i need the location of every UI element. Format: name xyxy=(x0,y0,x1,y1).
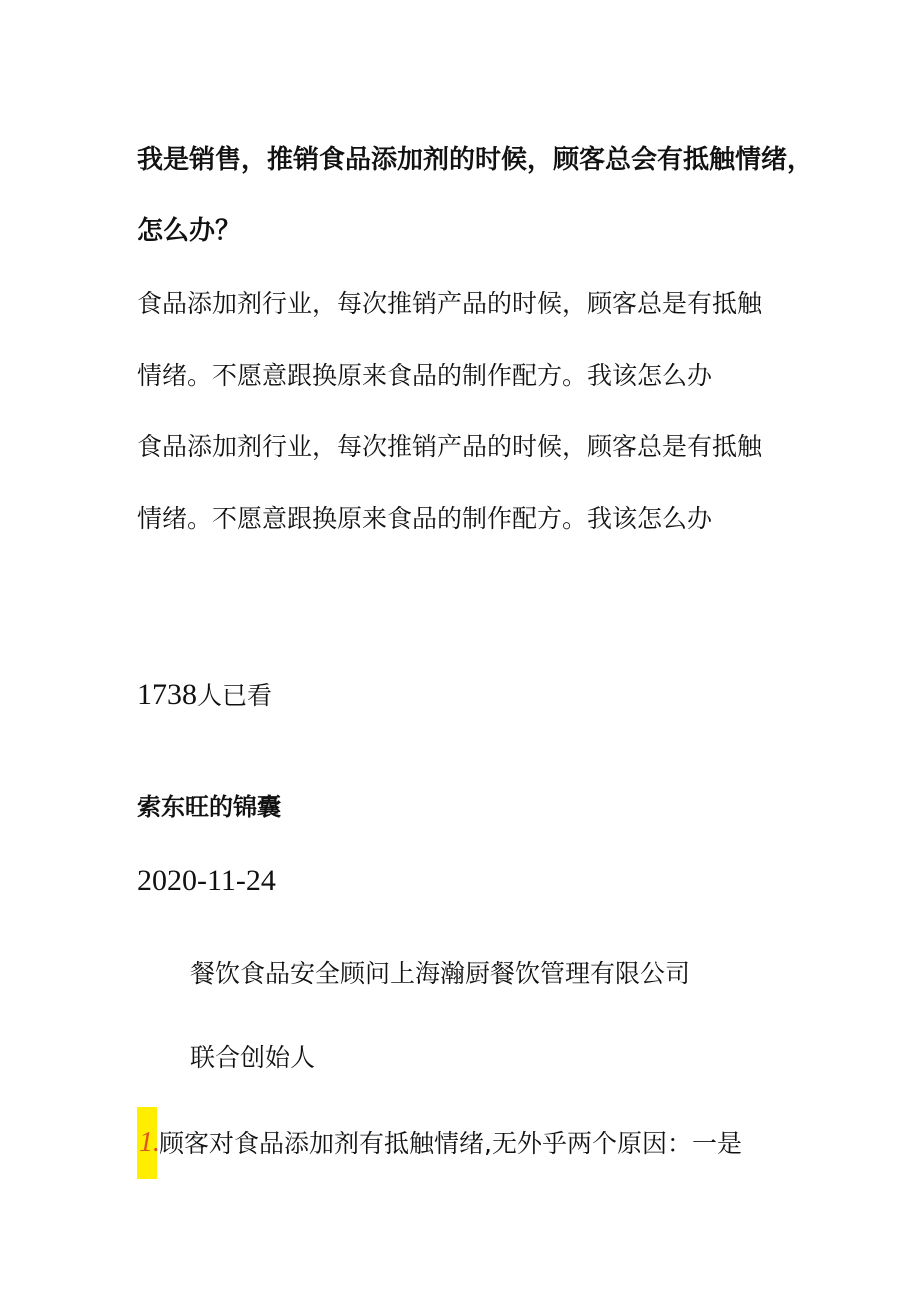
point-text: 顾客对食品添加剂有抵触情绪,无外乎两个原因：一是 xyxy=(159,1128,742,1158)
view-count-number: 1738 xyxy=(137,678,197,711)
highlight-marker xyxy=(137,1107,160,1179)
question-body-line: 情绪。不愿意跟换原来食品的制作配方。我该怎么办 xyxy=(137,504,713,533)
author-title-line-2: 联合创始人 xyxy=(190,1043,316,1072)
author-title-line-1: 餐饮食品安全顾问上海瀚厨餐饮管理有限公司 xyxy=(190,959,691,988)
answer-author: 索东旺的锦囊 xyxy=(137,793,281,821)
view-count xyxy=(137,680,272,710)
answer-point-1 xyxy=(137,1107,742,1179)
question-body-line: 情绪。不愿意跟换原来食品的制作配方。我该怎么办 xyxy=(137,361,713,390)
question-body-line: 食品添加剂行业，每次推销产品的时候，顾客总是有抵触 xyxy=(137,289,763,318)
question-body-line: 食品添加剂行业，每次推销产品的时候，顾客总是有抵触 xyxy=(137,432,763,461)
view-count-suffix: 人已看 xyxy=(197,681,273,710)
question-title-line-2: 怎么办？ xyxy=(137,216,242,246)
question-title-line-1: 我是销售，推销食品添加剂的时候，顾客总会有抵触情绪， xyxy=(137,145,814,175)
answer-date: 2020-11-24 xyxy=(137,864,276,897)
point-number: 1. xyxy=(139,1127,160,1158)
